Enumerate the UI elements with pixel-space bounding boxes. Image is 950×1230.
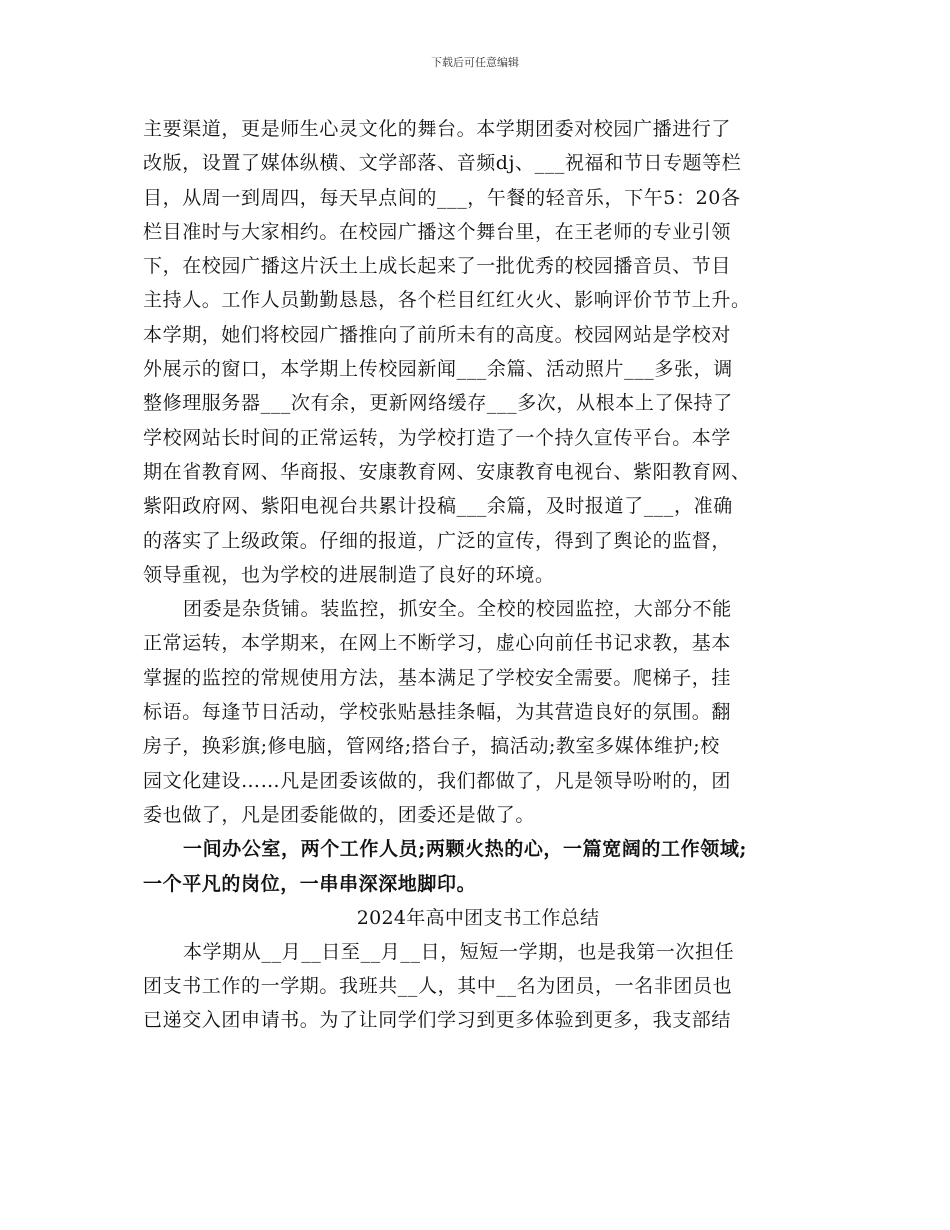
text-line: 主要渠道，更是师生心灵文化的舞台。本学期团委对校园广播进行了 [143, 118, 732, 140]
text-line: 目，从周一到周四，每天早点间的___，午餐的轻音乐，下午5：20各 [143, 186, 741, 209]
text-line: 正常运转，本学期来，在网上不断学习，虚心向前任书记求教，基本 [143, 632, 732, 655]
text-line: 一个平凡的岗位，一串串深深地脚印。 [143, 872, 477, 895]
text-line: 团委是杂货铺。装监控，抓安全。全校的校园监控，大部分不能 [183, 598, 732, 621]
text-line: 团支书工作的一学期。我班共__人，其中__名为团员，一名非团员也 [143, 975, 733, 998]
text-line: 房子，换彩旗;修电脑，管网络;搭台子，搞活动;教室多媒体维护;校 [143, 735, 720, 758]
page-header: 下载后可任意编辑 [431, 56, 519, 69]
text-line: 本学期，她们将校园广播推向了前所未有的高度。校园网站是学校对 [143, 323, 732, 346]
text-line: 委也做了，凡是团委能做的，团委还是做了。 [143, 803, 536, 826]
text-line: 下，在校园广播这片沃土上成长起来了一批优秀的校园播音员、节目 [143, 255, 732, 278]
document-body [143, 112, 813, 1038]
text-line: 的落实了上级政策。仔细的报道，广泛的宣传，得到了舆论的监督， [143, 529, 732, 552]
text-line: 标语。每逢节日活动，学校张贴悬挂条幅，为其营造良好的氛围。翻 [143, 701, 732, 724]
text-line: 整修理服务器___次有余，更新网络缓存___多次，从根本上了保持了 [143, 392, 733, 415]
paragraph-radio-website [143, 112, 813, 592]
paragraph-bold-summary [143, 832, 813, 901]
text-line: 学校网站长时间的正常运转，为学校打造了一个持久宣传平台。本学 [143, 426, 732, 449]
text-line: 一间办公室，两个工作人员;两颗火热的心，一篇宽阔的工作领域; [183, 838, 748, 861]
text-line: 栏目准时与大家相约。在校园广播这个舞台里，在王老师的专业引领 [143, 220, 732, 243]
text-line: 本学期从__月__日至__月__日，短短一学期，也是我第一次担任 [183, 941, 735, 964]
text-line: 紫阳政府网、紫阳电视台共累计投稿___余篇，及时报道了___，准确 [143, 495, 733, 518]
section-2024-summary [143, 901, 813, 1038]
text-line: 期在省教育网、华商报、安康教育网、安康教育电视台、紫阳教育网、 [143, 460, 751, 483]
text-line: 已递交入团申请书。为了让同学们学习到更多体验到更多，我支部结 [143, 1009, 732, 1032]
text-line: 改版，设置了媒体纵横、文学部落、音频dj、___祝福和节日专题等栏 [143, 152, 742, 175]
text-line: 主持人。工作人员勤勤恳恳，各个栏目红红火火、影响评价节节上升。 [143, 289, 751, 312]
text-line: 掌握的监控的常规使用方法，基本满足了学校安全需要。爬梯子，挂 [143, 666, 732, 689]
text-line: 领导重视，也为学校的进展制造了良好的环境。 [143, 563, 555, 586]
paragraph-general-store [143, 592, 813, 832]
section-title: 2024年高中团支书工作总结 [356, 906, 600, 929]
text-line: 园文化建设……凡是团委该做的，我们都做了，凡是领导吩咐的，团 [143, 769, 732, 792]
text-line: 外展示的窗口，本学期上传校园新闻___余篇、活动照片___多张，调 [143, 358, 733, 381]
